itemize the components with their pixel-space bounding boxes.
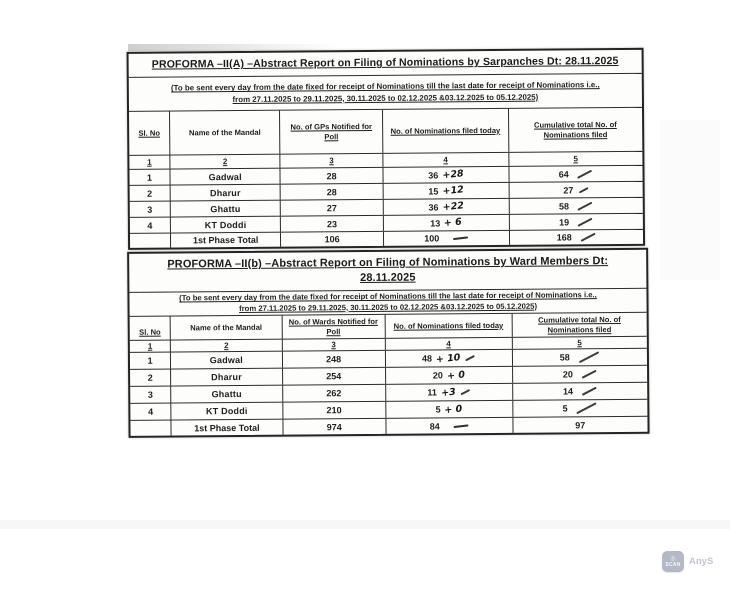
col-number: 3	[281, 154, 384, 168]
notified-cell: 262	[283, 385, 387, 402]
sl-no-cell: 2	[130, 186, 171, 201]
pen-checkmark-icon	[578, 217, 593, 226]
total-cumulative: 97	[575, 419, 586, 430]
handwritten-addition: + 0	[444, 402, 464, 416]
today-cell	[384, 199, 510, 215]
col-number: 4	[383, 153, 509, 167]
mandal-cell: Gadwal	[171, 169, 281, 185]
mandal-cell: Ghattu	[171, 201, 281, 217]
col-number: 3	[282, 339, 385, 351]
cumulative-cell: 58	[512, 349, 647, 366]
col-header-notified: No. of Wards Notified for Poll	[282, 315, 386, 339]
sl-no-cell: 3	[130, 202, 171, 217]
today-cell	[386, 350, 513, 367]
handwritten-addition: +3	[440, 386, 456, 399]
pen-checkmark-icon	[580, 233, 595, 242]
sl-no-cell	[130, 234, 171, 248]
total-cumulative: 168	[510, 230, 643, 245]
col-header-cumulative: Cumulative total No. of Nominations filed	[533, 119, 617, 140]
today-cell	[386, 384, 513, 401]
today-typed: 13	[430, 217, 441, 228]
table-a-subtitle-line2: from 27.11.2025 to 29.11.2025, 30.11.2025 to 02.12.2025 &03.12.2025 to 05.12.2025)	[232, 92, 539, 104]
col-header-today: No. of Nominations filed today	[383, 109, 509, 153]
notified-cell: 254	[283, 368, 387, 385]
today-typed: 20	[432, 370, 443, 381]
table-a-title-row	[129, 50, 642, 77]
table-b-title-line1: PROFORMA –II(b) –Abstract Report on Filing of Nominations by Ward Members Dt:	[167, 255, 609, 271]
today-typed: 48	[421, 353, 432, 364]
today-typed: 36	[428, 169, 439, 181]
mandal-cell: KT Doddi	[172, 403, 283, 420]
mandal-cell: Dharur	[171, 369, 282, 386]
mandal-cell: Gadwal	[171, 352, 282, 369]
handwritten-addition: +12	[441, 184, 464, 198]
col-number: 2	[170, 155, 280, 169]
cumulative-cell: 58	[509, 198, 642, 214]
scanner-badge-label: SCAN	[665, 561, 681, 568]
today-cell	[386, 401, 513, 418]
total-label: 1st Phase Total	[172, 420, 283, 436]
proforma-iib-table	[127, 248, 649, 438]
sl-no-cell: 2	[130, 370, 171, 386]
table-a-subtitle-row	[129, 74, 642, 111]
col-number: 1	[129, 156, 170, 169]
col-header-sl-no: Sl. No	[130, 317, 172, 340]
today-typed: 11	[427, 387, 437, 398]
table-b-subtitle-line1: (To be sent every day from the date fixed for receipt of Nominations till the last date for receipt of Nominations i.e.,	[179, 290, 597, 303]
pen-checkmark-icon	[581, 370, 596, 379]
notified-cell: 23	[281, 216, 384, 232]
table-b-subtitle-row	[129, 289, 646, 316]
sl-no-cell: 4	[130, 218, 171, 233]
today-typed: 36	[428, 201, 439, 213]
col-header-notified: No. of GPs Notified for Poll	[280, 110, 383, 154]
mandal-cell: KT Doddi	[171, 217, 281, 233]
mandal-cell: Dharur	[171, 185, 281, 201]
today-cell	[384, 215, 510, 231]
notified-cell: 210	[283, 402, 387, 419]
proforma-iia-table	[127, 48, 646, 250]
today-typed: 15	[428, 185, 439, 197]
pen-checkmark-icon	[578, 201, 593, 210]
pen-dash-mark	[454, 424, 469, 427]
col-header-today: No. of Nominations filed today	[386, 314, 513, 338]
pen-dash-mark	[453, 237, 468, 240]
sl-no-cell	[130, 421, 171, 436]
notified-cell: 27	[281, 200, 384, 216]
handwritten-addition: + 10	[435, 351, 461, 365]
sl-no-cell: 3	[130, 387, 171, 403]
cumulative-cell: 5	[513, 400, 648, 417]
total-label: 1st Phase Total	[171, 233, 281, 248]
scanner-app-icon: ◎ SCAN	[662, 551, 684, 572]
total-today: 84	[386, 418, 513, 434]
sl-no-cell: 1	[130, 353, 171, 369]
col-header-mandal: Name of the Mandal	[170, 111, 281, 155]
total-notified: 106	[281, 232, 384, 247]
handwritten-addition: +22	[441, 200, 465, 214]
scanner-watermark-text: AnyS	[689, 556, 714, 567]
cumulative-cell: 64	[509, 166, 642, 182]
col-header-sl-no: Sl. No	[129, 112, 170, 155]
today-typed: 5	[435, 404, 441, 415]
cumulative-cell: 14	[513, 383, 648, 400]
pen-checkmark-icon	[579, 187, 589, 193]
sl-no-cell: 4	[130, 404, 171, 420]
today-cell	[383, 167, 509, 183]
notified-cell: 248	[282, 351, 386, 368]
scanner-watermark	[662, 551, 713, 572]
pen-checkmark-icon	[582, 387, 597, 396]
total-notified: 974	[283, 419, 387, 435]
cumulative-cell: 20	[513, 366, 648, 383]
pen-checkmark-icon	[461, 389, 471, 395]
notified-cell: 28	[281, 168, 384, 184]
col-number: 1	[130, 341, 171, 352]
col-number: 5	[573, 154, 578, 164]
sl-no-cell: 1	[129, 170, 170, 185]
col-number: 5	[577, 338, 582, 348]
today-cell	[383, 183, 509, 199]
col-header-cumulative: Cumulative total No. of Nominations filed	[538, 314, 621, 335]
cumulative-cell: 27	[509, 182, 642, 198]
handwritten-addition: + 0	[446, 368, 466, 382]
pen-checkmark-icon	[577, 169, 592, 178]
col-number: 4	[386, 338, 513, 350]
mandal-cell: Ghattu	[172, 386, 283, 403]
table-a-title: PROFORMA –II(A) –Abstract Report on Filing of Nominations by Sarpanches Dt: 28.11.2025	[151, 55, 619, 72]
pen-checkmark-icon	[466, 355, 476, 361]
col-header-mandal: Name of the Mandal	[171, 316, 282, 340]
today-cell	[386, 367, 513, 384]
table-b-title-line2: 28.11.2025	[360, 271, 416, 285]
table-b-subtitle-line2: from 27.11.2025 to 29.11.2025, 30.11.2025 to 02.12.2025 &03.12.2025 to 05.12.2025)	[239, 301, 538, 313]
notified-cell: 28	[281, 184, 384, 200]
col-number: 2	[171, 340, 282, 352]
cumulative-cell: 19	[509, 214, 642, 230]
table-a-subtitle-line1: (To be sent every day from the date fixed for receipt of Nominations till the last date for receipt of Nominations i.e.,	[170, 80, 600, 93]
handwritten-addition: + 6	[443, 216, 463, 230]
table-b-title-row	[129, 250, 646, 292]
total-today: 100	[384, 231, 510, 246]
total-row	[130, 230, 643, 248]
total-row	[130, 417, 647, 436]
handwritten-addition: +28	[441, 168, 464, 182]
pen-checkmark-icon	[579, 351, 599, 363]
pen-checkmark-icon	[576, 402, 596, 414]
